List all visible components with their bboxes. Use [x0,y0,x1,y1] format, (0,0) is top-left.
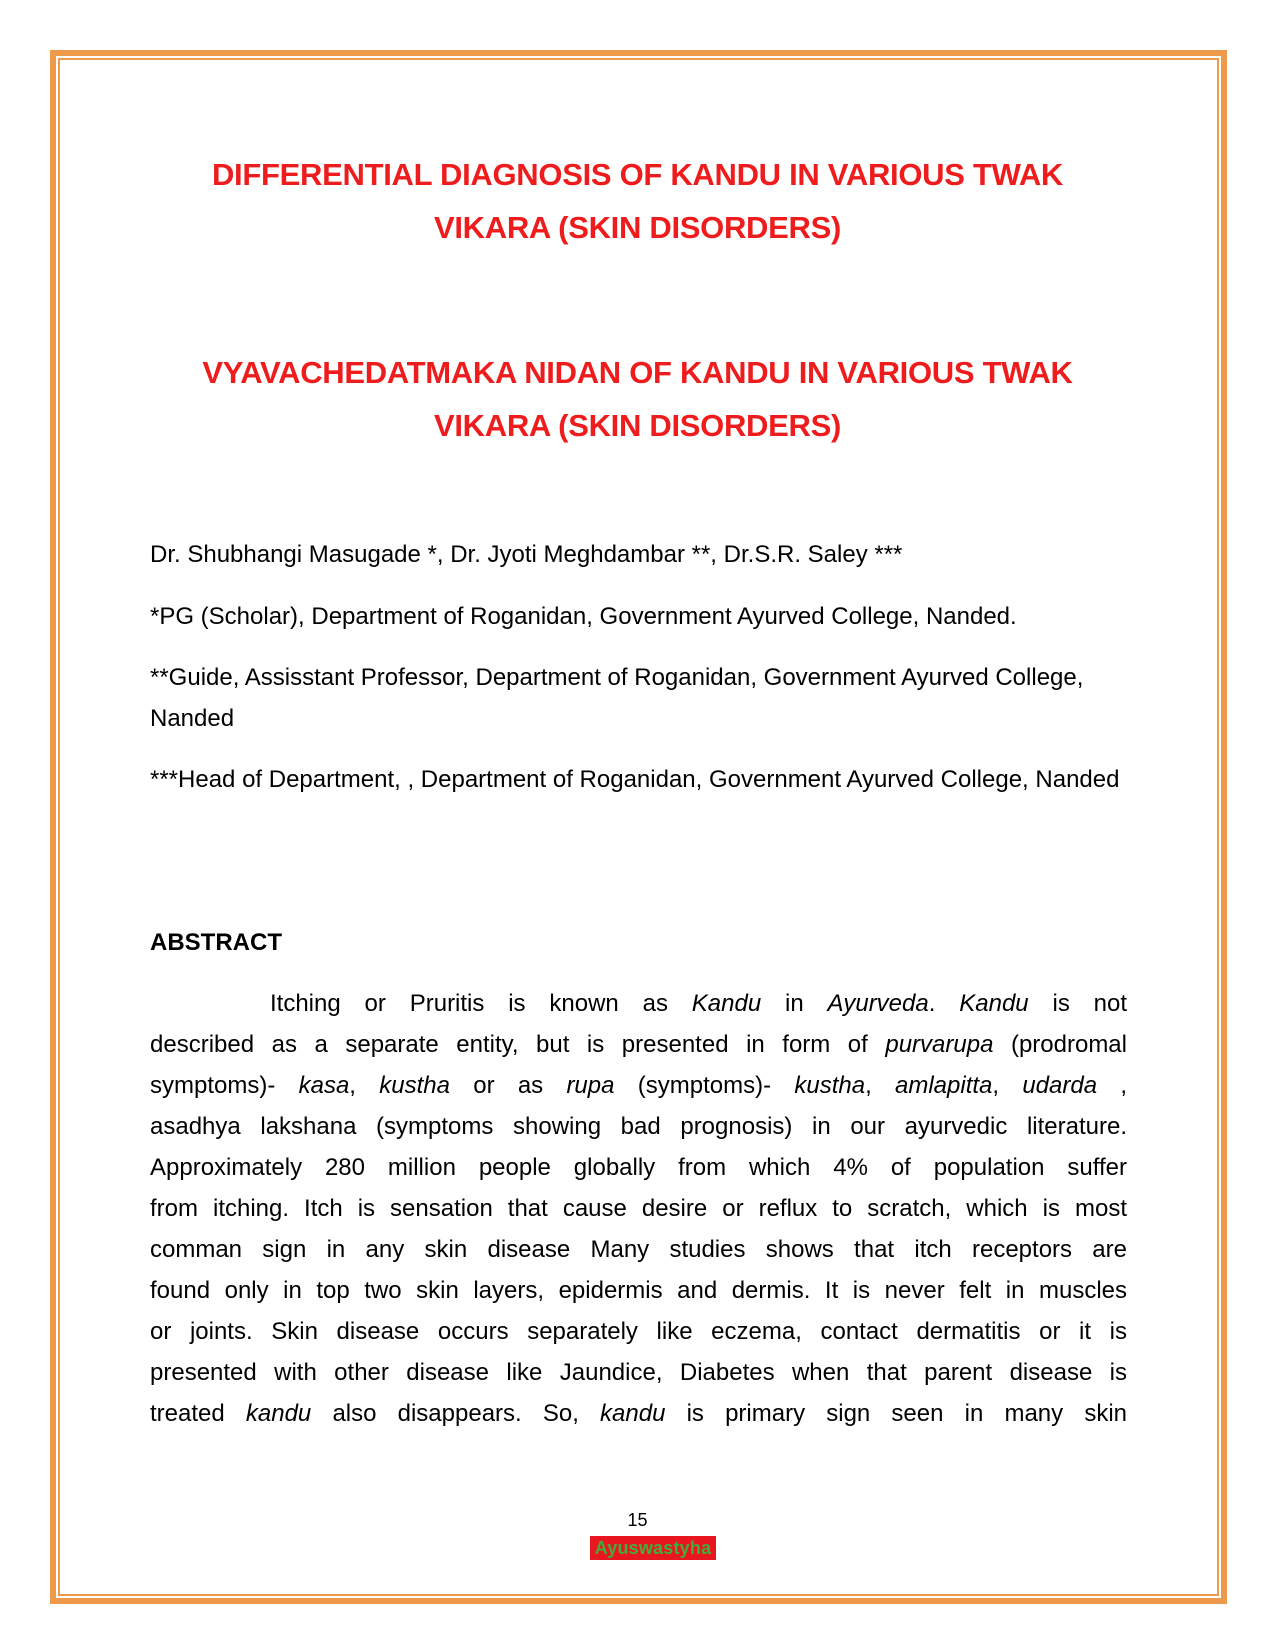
abstract-line [150,1229,1127,1270]
abstract-text: or joints. Skin disease occurs separately like eczema, contact dermatitis or it is [150,1318,1127,1345]
title-english [120,148,1155,254]
abstract-line [150,1147,1127,1188]
abstract-italic-term: kandu [245,1400,312,1427]
abstract-text: described as a separate entity, but is presented in form of [150,1031,886,1058]
abstract-text: , [865,1072,895,1099]
affiliation-2: **Guide, Assisstant Professor, Department of Roganidan, Government Ayurved College, Nanded [150,664,1084,732]
abstract-line [150,1311,1127,1352]
abstract-text: is primary sign seen in many skin [665,1400,1127,1427]
abstract-italic-term: kasa [298,1072,350,1099]
abstract-text: , [1097,1072,1127,1099]
abstract-body [150,983,1127,1434]
abstract-line [150,1188,1127,1229]
abstract-text: Approximately 280 million people globally from which 4% of population suffer [150,1154,1127,1181]
abstract-italic-term: kustha [379,1072,450,1099]
abstract-text: , [349,1072,380,1099]
title-sanskrit-line-2: VIKARA (SKIN DISORDERS) [433,408,842,443]
abstract-italic-term: rupa [566,1072,615,1099]
abstract-line [150,1352,1127,1393]
affiliation-1: *PG (Scholar), Department of Roganidan, Government Ayurved College, Nanded. [150,603,1017,630]
abstract-line [150,1106,1127,1147]
abstract-text: asadhya lakshana (symptoms showing bad prognosis) in our ayurvedic literature. [150,1113,1127,1140]
affiliation-3: ***Head of Department, , Department of Roganidan, Government Ayurved College, Nanded [150,766,1120,793]
abstract-text: found only in top two skin layers, epidermis and dermis. It is never felt in muscles [150,1277,1127,1304]
abstract-text: also disappears. So, [311,1400,601,1427]
author-list: Dr. Shubhangi Masugade *, Dr. Jyoti Meghdambar **, Dr.S.R. Saley *** [150,541,903,568]
abstract-italic-term: Ayurveda [827,990,929,1017]
abstract-italic-term: amlapitta [895,1072,993,1099]
journal-brand-label: Ayuswastyha [590,1536,716,1560]
abstract-text: treated [150,1400,246,1427]
abstract-text: symptoms)- [150,1072,299,1099]
title-english-line-1: DIFFERENTIAL DIAGNOSIS OF KANDU IN VARIOUS TWAK [211,157,1064,192]
abstract-italic-term: Kandu [691,990,762,1017]
abstract-italic-term: Kandu [959,990,1029,1017]
abstract-line [150,1065,1127,1106]
abstract-heading: ABSTRACT [150,929,282,956]
title-english-line-2: VIKARA (SKIN DISORDERS) [433,210,842,245]
abstract-italic-term: udarda [1022,1072,1098,1099]
abstract-line [150,983,1127,1024]
abstract-text: (prodromal [993,1031,1127,1058]
abstract-italic-term: kandu [600,1400,666,1427]
abstract-text: . [928,990,960,1017]
abstract-italic-term: purvarupa [885,1031,994,1058]
page-number: 15 [627,1510,648,1530]
abstract-text: comman sign in any skin disease Many studies shows that itch receptors are [150,1236,1127,1263]
abstract-italic-term: kustha [794,1072,866,1099]
abstract-line [150,1270,1127,1311]
abstract-text: in [761,990,828,1017]
abstract-text: (symptoms)- [614,1072,795,1099]
title-sanskrit-line-1: VYAVACHEDATMAKA NIDAN OF KANDU IN VARIOUS TWAK [202,355,1073,390]
abstract-line [150,1393,1127,1434]
abstract-text: or as [449,1072,567,1099]
abstract-line [150,1024,1127,1065]
abstract-text: from itching. Itch is sensation that cause desire or reflux to scratch, which is most [150,1195,1127,1222]
title-sanskrit [120,346,1155,452]
abstract-text: presented with other disease like Jaundice, Diabetes when that parent disease is [150,1359,1127,1386]
abstract-text: Itching or Pruritis is known as [270,990,692,1017]
abstract-text: , [992,1072,1023,1099]
abstract-text: is not [1028,990,1128,1017]
